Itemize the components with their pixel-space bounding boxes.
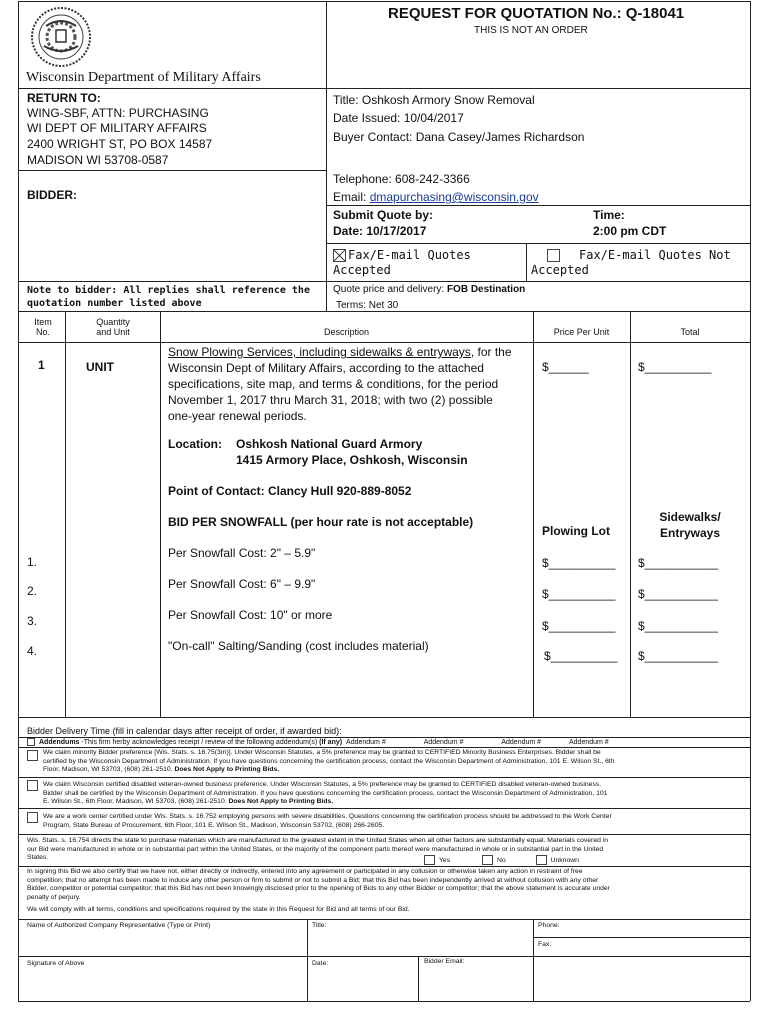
minority-line xyxy=(43,766,748,775)
submit-time-label: Time: xyxy=(593,208,625,222)
yes-label: Yes xyxy=(439,856,451,864)
description-line: November 1, 2017 thru March 31, 2018; with two (2) possible xyxy=(168,393,493,407)
header-price-per-unit: Price Per Unit xyxy=(553,327,610,337)
american-line: States. xyxy=(27,854,49,862)
veteran-line: Bidder shall be certified by the Wisconsin Department of Administration. If you have questions concerning the certification process, contact the Wisconsin Department of Administration, 101 xyxy=(43,789,608,797)
submit-by-label: Submit Quote by: xyxy=(333,208,433,222)
american-options xyxy=(424,855,579,865)
veteran-preference-checkbox[interactable] xyxy=(27,780,38,791)
signing-line: Bidder, competitor or potential competitor; that this Bid has not been knowingly disclosed prior to the opening of Bids to any other Bidder or competitor; that the above statement is accurate under xyxy=(27,885,610,893)
minority-preference-checkbox[interactable] xyxy=(27,750,38,761)
bidder-email-field[interactable]: Bidder Email: xyxy=(424,958,465,965)
location-line: 1415 Armory Place, Oshkosh, Wisconsin xyxy=(236,453,468,467)
addendum-field[interactable]: Addendum # xyxy=(423,739,464,746)
email-row xyxy=(333,190,539,204)
date-issued: Date Issued: 10/04/2017 xyxy=(333,111,464,125)
fax-accepted-label: Fax/E-mail Quotes Accepted xyxy=(333,248,471,277)
location-line: Oshkosh National Guard Armory xyxy=(236,437,423,451)
row-number: 2. xyxy=(27,584,38,598)
veteran-no-print: Does Not Apply to Printing Bids. xyxy=(228,798,334,806)
date-field[interactable]: Date: xyxy=(312,960,329,967)
header-total: Total xyxy=(680,327,700,337)
plowing-price-blank[interactable]: $__________ xyxy=(544,649,618,663)
row-number: 3. xyxy=(27,614,38,628)
delivery-prefix: Quote price and delivery: xyxy=(333,284,447,295)
email-link[interactable]: dmapurchasing@wisconsin.gov xyxy=(369,190,539,204)
buyer-contact: Buyer Contact: Dana Casey/James Richardson xyxy=(333,130,585,144)
comply-line: We will comply with all terms, conditions and specifications required by the state in this Request for Bid and all terms of our Bid. xyxy=(27,906,410,914)
plowing-price-blank[interactable]: $__________ xyxy=(542,619,616,633)
veteran-preference-text xyxy=(43,781,748,807)
header-qty-unit: Quantity and Unit xyxy=(96,317,130,337)
minority-no-print: Does Not Apply to Printing Bids. xyxy=(174,766,280,774)
unknown-label: Unknown xyxy=(550,856,579,864)
plowing-lot-header: Plowing Lot xyxy=(542,524,610,538)
addendum-field[interactable]: Addendum # xyxy=(501,739,542,746)
fax-field[interactable]: Fax: xyxy=(538,941,552,948)
submit-date: Date: 10/17/2017 xyxy=(333,224,427,238)
page-title: REQUEST FOR QUOTATION No.: Q-18041 xyxy=(388,5,685,22)
sidewalk-price-blank[interactable]: $___________ xyxy=(638,619,719,633)
total-blank[interactable]: $__________ xyxy=(638,360,712,374)
work-center-checkbox[interactable] xyxy=(27,812,38,823)
signature-field[interactable]: Signature of Above xyxy=(27,960,85,967)
description-line: specifications, site map, and terms & conditions, for the period xyxy=(168,377,499,391)
bidder-delivery-time: Bidder Delivery Time (fill in calendar days after receipt of order, if awarded bid): xyxy=(27,726,342,736)
state-seal xyxy=(30,6,92,68)
minority-line: We claim minority Bidder preference [Wis. Stats. s. 16.75(3m)]. Under Wisconsin Statutes, a 5% preference may be granted to CERTIFIED Minority Business Enterprises. Bidder shall be xyxy=(43,749,601,756)
row-description: Per Snowfall Cost: 6" – 9.9" xyxy=(168,577,316,591)
addendum-checkbox[interactable] xyxy=(27,738,35,746)
price-blank[interactable]: $______ xyxy=(542,360,589,374)
sidewalk-price-blank[interactable]: $___________ xyxy=(638,556,719,570)
phone-field[interactable]: Phone: xyxy=(538,922,560,929)
fax-not-accepted-label: Fax/E-mail Quotes Not Accepted xyxy=(531,248,731,277)
american-line: Wis. Stats. s. 16.754 directs the state to purchase materials which are manufactured to the greatest extent in the United States when all other factors are substantially equal. Materials covered in xyxy=(27,837,609,844)
addendum-field[interactable]: Addendum # xyxy=(569,739,609,746)
submit-time: 2:00 pm CDT xyxy=(593,224,667,238)
description-block xyxy=(168,344,532,424)
minority-line: certified by the Wisconsin Department of Administration. If you have questions concerning the certification process, contact the Wisconsin Department of Administration, 101 E. Wilson St., 6th xyxy=(43,757,615,765)
rep-name-field[interactable]: Name of Authorized Company Representative (Type or Print) xyxy=(27,922,211,929)
signing-line: competition; that no attempt has been made to induce any other person or firm to submit or not to submit a Bid; that this Bid has been independently arrived at without collusion with any other xyxy=(27,876,599,884)
addendums-label: Addendums xyxy=(39,739,80,746)
fob-destination: FOB Destination xyxy=(446,284,526,295)
description-line: Wisconsin Dept of Military Affairs, according to the attached xyxy=(168,361,484,375)
plowing-price-blank[interactable]: $__________ xyxy=(542,587,616,601)
location-label: Location: xyxy=(168,437,222,451)
no-label: No xyxy=(496,856,506,864)
addendums-row xyxy=(27,738,747,747)
signing-line: penalty of perjury. xyxy=(27,893,81,901)
entryways-header: Entryways xyxy=(659,526,721,540)
sidewalks-header: Sidewalks/ xyxy=(659,510,721,524)
veteran-line3: E. Wilson St., 6th Floor, Madison, WI 53703, (608) 261-2510. xyxy=(43,798,229,806)
return-to-line: WING-SBF, ATTN: PURCHASING xyxy=(27,106,209,120)
row-number: 1. xyxy=(27,555,38,569)
quote-title: Title: Oshkosh Armory Snow Removal xyxy=(333,93,535,107)
if-any: (If any) xyxy=(319,739,343,746)
signing-line: In signing this Bid we also certify that we have not, either directly or indirectly, entered into any agreement or participated in any collusion or otherwise taken any action in restraint of free xyxy=(27,868,583,875)
return-to-line: WI DEPT OF MILITARY AFFAIRS xyxy=(27,121,207,135)
return-to-label: RETURN TO: xyxy=(27,91,101,105)
description-line xyxy=(168,344,532,360)
row-number: 4. xyxy=(27,644,38,658)
not-an-order: THIS IS NOT AN ORDER xyxy=(474,25,588,36)
veteran-line: We claim Wisconsin certified disabled veteran-owned business preference. Under Wisconsin Statutes, a 5% preference may be granted to CERTIFIED disabled veteran-owned business. xyxy=(43,781,602,788)
description-link: Snow Plowing Services, including sidewalks & entryways xyxy=(168,345,471,359)
plowing-price-blank[interactable]: $__________ xyxy=(542,556,616,570)
minority-line3: Floor, Madison, WI 53703, (608) 261-2510. xyxy=(43,766,175,774)
payment-terms: Terms: Net 30 xyxy=(336,300,399,311)
yes-checkbox[interactable] xyxy=(424,855,435,865)
minority-preference-text xyxy=(43,749,748,775)
description-line: one-year renewal periods. xyxy=(168,409,307,423)
signing-certification xyxy=(27,868,747,915)
bid-per-snowfall: BID PER SNOWFALL (per hour rate is not acceptable) xyxy=(168,515,474,529)
row-description: Per Snowfall Cost: 10" or more xyxy=(168,608,333,622)
header-description: Description xyxy=(323,327,370,337)
item-number: 1 xyxy=(38,358,45,372)
sidewalk-price-blank[interactable]: $___________ xyxy=(638,649,719,663)
row-description: Per Snowfall Cost: 2" – 5.9" xyxy=(168,546,316,560)
no-checkbox[interactable] xyxy=(482,855,493,865)
work-center-text xyxy=(43,813,748,830)
description-rest: , for the xyxy=(470,345,512,359)
note-to-bidder: Note to bidder: All replies shall reference the quotation number listed above xyxy=(27,285,310,309)
bidder-label: BIDDER: xyxy=(27,188,77,202)
return-to-line: 2400 WRIGHT ST, PO BOX 14587 xyxy=(27,137,213,151)
department-name: Wisconsin Department of Military Affairs xyxy=(26,70,261,85)
american-made-text xyxy=(27,837,747,863)
header-item-no: Item No. xyxy=(34,317,52,337)
point-of-contact: Point of Contact: Clancy Hull 920-889-8052 xyxy=(168,484,412,498)
veteran-line xyxy=(43,798,748,807)
telephone: Telephone: 608-242-3366 xyxy=(333,172,470,186)
delivery-terms xyxy=(333,284,525,295)
work-center-line: Program, State Bureau of Procurement, 6th Floor, 101 E. Wilson St., Madison, Wisconsin 53702, (608) 266-2605. xyxy=(43,821,385,829)
row-description: "On-call" Salting/Sanding (cost includes material) xyxy=(168,639,429,653)
sidewalk-price-blank[interactable]: $___________ xyxy=(638,587,719,601)
title-field[interactable]: Title: xyxy=(312,922,327,929)
addendum-field[interactable]: Addendum # xyxy=(346,739,386,746)
addendums-text: -This firm herby acknowledges receipt / review of the following addendum(s) xyxy=(79,739,320,746)
email-label: Email: xyxy=(333,190,370,204)
return-to-line: MADISON WI 53708-0587 xyxy=(27,153,169,167)
unknown-checkbox[interactable] xyxy=(536,855,547,865)
american-line: our Bid were manufactured in whole or in substantial part within the United States, or the majority of the component parts thereof were manufactured in whole or in substantial part in the United xyxy=(27,845,604,853)
work-center-line: We are a work center certified under Wis. Stats. s. 16.752 employing persons with severe disabilities. Questions concerning the certification process should be addressed to the Work Center xyxy=(43,813,612,820)
item-unit: UNIT xyxy=(86,360,114,374)
